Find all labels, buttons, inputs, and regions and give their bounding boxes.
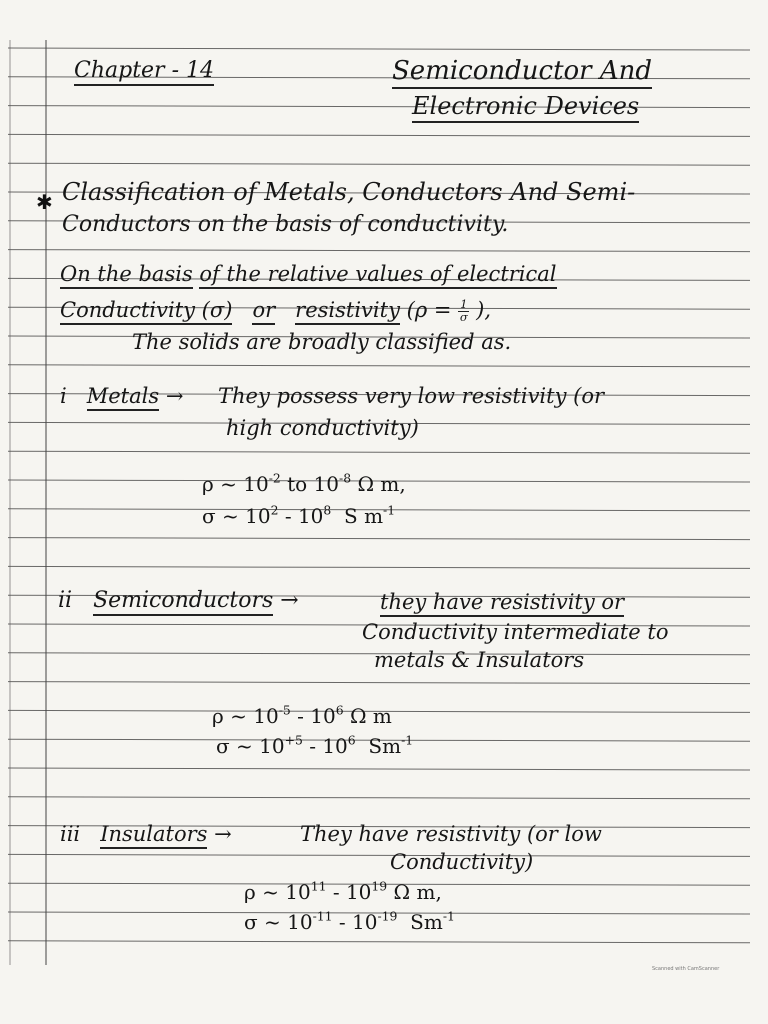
rule-line — [8, 538, 750, 540]
metals-sigma — [202, 504, 395, 528]
insulators-rho-mid: - 10 — [332, 880, 372, 904]
semiconductors-rho-unit: Ω m — [349, 704, 392, 728]
semiconductors-numeral: ii — [58, 588, 73, 613]
metals-sigma-mid: - 10 — [284, 504, 324, 528]
insulators-sigma — [244, 910, 455, 934]
metals-desc2: high conductivity) — [226, 416, 419, 440]
star-bullet-icon: ✱ — [36, 190, 53, 214]
insulators-sigma-unit-exp: -1 — [442, 908, 455, 924]
rule-line — [8, 365, 750, 367]
insulators-rho — [244, 880, 442, 904]
metals-numeral: i — [60, 384, 67, 408]
semiconductors-desc1: they have resistivity or — [380, 590, 624, 617]
insulators-desc2: Conductivity) — [390, 850, 534, 874]
intro-resistivity: resistivity — [295, 298, 400, 325]
rule-line — [8, 134, 750, 136]
chapter-title-line2: Electronic Devices — [412, 92, 639, 123]
scanner-watermark: Scanned with CamScanner — [652, 966, 720, 972]
rule-line — [8, 768, 750, 770]
semiconductors-sigma-exp2: 6 — [347, 732, 356, 748]
intro-line3: The solids are broadly classified as. — [132, 330, 512, 354]
rule-line — [8, 163, 750, 165]
metals-desc1: They possess very low resistivity (or — [218, 384, 604, 408]
insulators-rho-base: ρ ~ 10 — [244, 880, 311, 904]
metals-rho — [202, 472, 406, 496]
insulators-rho-exp1: 11 — [310, 878, 327, 894]
intro-line2 — [60, 298, 491, 324]
rule-line — [8, 854, 750, 856]
section-heading-line1: Classification of Metals, Conductors And Semi- — [62, 178, 636, 206]
metals-name: Metals — [87, 384, 159, 411]
metals-rho-mid: to 10 — [287, 472, 340, 496]
metals-rho-exp2: -8 — [339, 470, 352, 486]
intro-line1-b: of the relative values of electrical — [199, 262, 556, 289]
rule-line — [8, 48, 750, 50]
semiconductors-desc3: metals & Insulators — [374, 648, 585, 672]
semiconductors-desc2: Conductivity intermediate to — [362, 620, 669, 644]
rule-line — [8, 566, 750, 568]
metals-rho-exp1: -2 — [268, 470, 281, 486]
metals-rho-base: ρ ~ 10 — [202, 472, 269, 496]
insulators-title — [60, 822, 232, 846]
insulators-sigma-mid: - 10 — [338, 910, 378, 934]
semiconductors-arrow-icon: → — [280, 588, 299, 613]
semiconductors-sigma — [216, 734, 413, 758]
intro-line1-a: On the basis — [60, 262, 193, 289]
rule-line — [8, 451, 750, 453]
chapter-title-line1: Semiconductor And — [392, 56, 652, 89]
insulators-desc1: They have resistivity (or low — [300, 822, 602, 846]
chapter-label: Chapter - 14 — [74, 58, 214, 86]
insulators-rho-exp2: 19 — [371, 878, 388, 894]
metals-rho-unit: Ω m, — [357, 472, 406, 496]
semiconductors-rho-exp2: 6 — [335, 702, 344, 718]
rule-line — [8, 250, 750, 252]
insulators-sigma-exp2: -19 — [377, 908, 398, 924]
intro-or: or — [252, 298, 275, 325]
rule-line — [8, 797, 750, 799]
rule-line — [8, 941, 750, 943]
intro-line1 — [60, 262, 557, 286]
semiconductors-sigma-base: σ ~ 10 — [216, 734, 285, 758]
semiconductors-rho-base: ρ ~ 10 — [212, 704, 279, 728]
section-heading-line2: Conductors on the basis of conductivity. — [62, 212, 509, 237]
semiconductors-sigma-mid: - 10 — [309, 734, 348, 758]
semiconductors-rho-exp1: -5 — [278, 702, 291, 718]
insulators-arrow-icon: → — [214, 822, 232, 846]
intro-eq: (ρ = — [406, 298, 452, 322]
semiconductors-sigma-unit-exp: -1 — [401, 732, 414, 748]
fraction-denominator: σ — [459, 310, 468, 324]
insulators-name: Insulators — [100, 822, 207, 849]
insulators-sigma-exp1: -11 — [312, 908, 333, 924]
metals-sigma-unit-exp: -1 — [383, 502, 396, 518]
metals-sigma-exp1: 2 — [270, 502, 279, 518]
semiconductors-sigma-exp1: +5 — [284, 732, 303, 748]
intro-eq-end: ), — [476, 298, 492, 322]
metals-sigma-exp2: 8 — [323, 502, 332, 518]
insulators-sigma-unit: Sm — [410, 910, 443, 934]
semiconductors-rho — [212, 704, 392, 728]
semiconductors-sigma-unit: Sm — [368, 734, 402, 758]
fraction-numerator: 1 — [460, 297, 468, 312]
insulators-numeral: iii — [60, 822, 81, 846]
metals-sigma-unit: S m — [344, 504, 384, 528]
metals-sigma-base: σ ~ 10 — [202, 504, 271, 528]
insulators-sigma-base: σ ~ 10 — [244, 910, 313, 934]
insulators-rho-unit: Ω m, — [393, 880, 442, 904]
intro-fraction — [458, 299, 469, 323]
metals-arrow-icon: → — [165, 384, 184, 408]
semiconductors-name: Semiconductors — [93, 588, 273, 616]
metals-title — [60, 384, 183, 408]
semiconductors-title — [58, 588, 299, 613]
semiconductors-rho-mid: - 10 — [297, 704, 336, 728]
intro-conductivity: Conductivity (σ) — [60, 298, 232, 325]
rule-line — [8, 682, 750, 684]
